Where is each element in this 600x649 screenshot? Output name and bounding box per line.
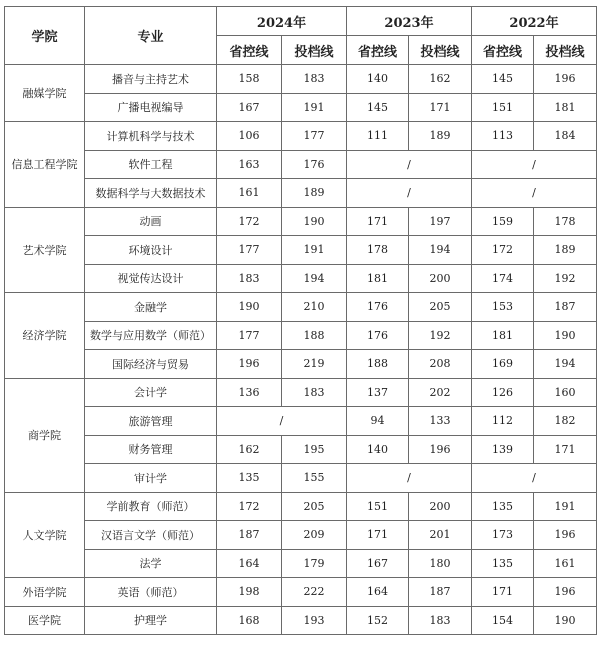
score-cell: 183 <box>217 264 282 293</box>
score-cell: 136 <box>217 378 282 407</box>
col-header-admission-line: 投档线 <box>409 36 472 65</box>
score-cell: 187 <box>409 578 472 607</box>
score-cell: 201 <box>409 521 472 550</box>
score-cell: 205 <box>282 492 347 521</box>
score-cell: 145 <box>472 65 534 94</box>
score-cell: 135 <box>217 464 282 493</box>
score-cell: 171 <box>347 207 409 236</box>
score-cell: 191 <box>282 236 347 265</box>
college-cell: 外语学院 <box>5 578 85 607</box>
score-cell: 183 <box>282 65 347 94</box>
score-cell: 135 <box>472 492 534 521</box>
score-cell: 133 <box>409 407 472 436</box>
score-cell: 200 <box>409 264 472 293</box>
col-header-provincial-line: 省控线 <box>217 36 282 65</box>
score-cell: 196 <box>534 65 597 94</box>
table-row <box>5 407 597 436</box>
score-cell: 151 <box>472 93 534 122</box>
score-cell: 163 <box>217 150 282 179</box>
col-header-major: 专业 <box>85 7 217 65</box>
score-cell: 183 <box>409 606 472 635</box>
table-row <box>5 464 597 493</box>
admission-score-table <box>4 6 597 635</box>
score-cell: 188 <box>282 321 347 350</box>
major-cell: 汉语言文学（师范） <box>85 521 217 550</box>
score-cell: 153 <box>472 293 534 322</box>
score-cell: 189 <box>409 122 472 151</box>
major-cell: 软件工程 <box>85 150 217 179</box>
score-cell: 184 <box>534 122 597 151</box>
score-cell: 162 <box>409 65 472 94</box>
score-cell: 208 <box>409 350 472 379</box>
table-row <box>5 549 597 578</box>
score-cell: 179 <box>282 549 347 578</box>
score-cell: 196 <box>534 578 597 607</box>
score-cell: 193 <box>282 606 347 635</box>
score-cell: 167 <box>347 549 409 578</box>
major-cell: 数学与应用数学（师范） <box>85 321 217 350</box>
score-cell: 171 <box>534 435 597 464</box>
score-cell: 194 <box>409 236 472 265</box>
score-cell: 209 <box>282 521 347 550</box>
score-cell: 182 <box>534 407 597 436</box>
score-cell: 195 <box>282 435 347 464</box>
score-cell: 151 <box>347 492 409 521</box>
col-header-college: 学院 <box>5 7 85 65</box>
college-cell: 艺术学院 <box>5 207 85 293</box>
major-cell: 计算机科学与技术 <box>85 122 217 151</box>
major-cell: 英语（师范） <box>85 578 217 607</box>
college-cell: 商学院 <box>5 378 85 492</box>
major-cell: 国际经济与贸易 <box>85 350 217 379</box>
score-cell: 172 <box>472 236 534 265</box>
major-cell: 学前教育（师范） <box>85 492 217 521</box>
score-cell: 222 <box>282 578 347 607</box>
col-header-year-2024: 2024年 <box>217 7 347 36</box>
major-cell: 审计学 <box>85 464 217 493</box>
score-cell: 181 <box>347 264 409 293</box>
score-cell: 173 <box>472 521 534 550</box>
score-cell: 94 <box>347 407 409 436</box>
score-cell: 219 <box>282 350 347 379</box>
score-cell: 191 <box>534 492 597 521</box>
score-cell: 171 <box>409 93 472 122</box>
score-cell: 190 <box>282 207 347 236</box>
score-cell: 172 <box>217 492 282 521</box>
table-row <box>5 93 597 122</box>
major-cell: 环境设计 <box>85 236 217 265</box>
col-header-provincial-line: 省控线 <box>472 36 534 65</box>
major-cell: 会计学 <box>85 378 217 407</box>
score-cell: 176 <box>347 293 409 322</box>
table-row <box>5 150 597 179</box>
score-cell: 189 <box>534 236 597 265</box>
col-header-admission-line: 投档线 <box>282 36 347 65</box>
table-row <box>5 236 597 265</box>
score-cell: 162 <box>217 435 282 464</box>
score-cell: 158 <box>217 65 282 94</box>
col-header-year-2023: 2023年 <box>347 7 472 36</box>
score-cell: 189 <box>282 179 347 208</box>
col-header-provincial-line: 省控线 <box>347 36 409 65</box>
score-cell: 152 <box>347 606 409 635</box>
no-data-cell: / <box>347 150 472 179</box>
score-cell: 161 <box>534 549 597 578</box>
college-cell: 医学院 <box>5 606 85 635</box>
score-cell: 164 <box>217 549 282 578</box>
major-cell: 旅游管理 <box>85 407 217 436</box>
score-cell: 190 <box>534 606 597 635</box>
score-cell: 187 <box>534 293 597 322</box>
major-cell: 法学 <box>85 549 217 578</box>
score-cell: 181 <box>534 93 597 122</box>
score-cell: 112 <box>472 407 534 436</box>
score-cell: 113 <box>472 122 534 151</box>
no-data-cell: / <box>472 150 597 179</box>
score-cell: 164 <box>347 578 409 607</box>
table-row <box>5 65 597 94</box>
major-cell: 数据科学与大数据技术 <box>85 179 217 208</box>
score-cell: 178 <box>347 236 409 265</box>
table-row <box>5 521 597 550</box>
major-cell: 广播电视编导 <box>85 93 217 122</box>
major-cell: 护理学 <box>85 606 217 635</box>
score-cell: 200 <box>409 492 472 521</box>
score-cell: 111 <box>347 122 409 151</box>
score-cell: 187 <box>217 521 282 550</box>
score-cell: 176 <box>282 150 347 179</box>
college-cell: 融媒学院 <box>5 65 85 122</box>
score-cell: 194 <box>534 350 597 379</box>
score-cell: 139 <box>472 435 534 464</box>
score-cell: 196 <box>409 435 472 464</box>
no-data-cell: / <box>472 464 597 493</box>
score-cell: 177 <box>282 122 347 151</box>
no-data-cell: / <box>347 179 472 208</box>
score-cell: 190 <box>534 321 597 350</box>
score-cell: 154 <box>472 606 534 635</box>
score-cell: 178 <box>534 207 597 236</box>
score-cell: 140 <box>347 65 409 94</box>
score-cell: 171 <box>472 578 534 607</box>
score-cell: 190 <box>217 293 282 322</box>
score-cell: 126 <box>472 378 534 407</box>
score-cell: 188 <box>347 350 409 379</box>
table-row <box>5 321 597 350</box>
score-cell: 172 <box>217 207 282 236</box>
college-cell: 信息工程学院 <box>5 122 85 208</box>
no-data-cell: / <box>472 179 597 208</box>
college-cell: 人文学院 <box>5 492 85 578</box>
table-row <box>5 578 597 607</box>
score-cell: 180 <box>409 549 472 578</box>
table-row <box>5 435 597 464</box>
score-cell: 181 <box>472 321 534 350</box>
score-cell: 192 <box>409 321 472 350</box>
table-row <box>5 207 597 236</box>
major-cell: 播音与主持艺术 <box>85 65 217 94</box>
score-cell: 198 <box>217 578 282 607</box>
score-cell: 177 <box>217 321 282 350</box>
table-row <box>5 378 597 407</box>
score-cell: 196 <box>534 521 597 550</box>
score-cell: 161 <box>217 179 282 208</box>
score-cell: 137 <box>347 378 409 407</box>
score-cell: 155 <box>282 464 347 493</box>
score-cell: 177 <box>217 236 282 265</box>
table-row <box>5 350 597 379</box>
score-cell: 210 <box>282 293 347 322</box>
no-data-cell: / <box>347 464 472 493</box>
table-row <box>5 122 597 151</box>
score-cell: 205 <box>409 293 472 322</box>
col-header-year-2022: 2022年 <box>472 7 597 36</box>
score-cell: 174 <box>472 264 534 293</box>
score-cell: 192 <box>534 264 597 293</box>
score-cell: 159 <box>472 207 534 236</box>
score-cell: 171 <box>347 521 409 550</box>
major-cell: 财务管理 <box>85 435 217 464</box>
score-cell: 169 <box>472 350 534 379</box>
score-cell: 197 <box>409 207 472 236</box>
major-cell: 动画 <box>85 207 217 236</box>
score-cell: 194 <box>282 264 347 293</box>
table-row <box>5 606 597 635</box>
score-cell: 202 <box>409 378 472 407</box>
col-header-admission-line: 投档线 <box>534 36 597 65</box>
score-cell: 191 <box>282 93 347 122</box>
table-row <box>5 492 597 521</box>
score-cell: 106 <box>217 122 282 151</box>
score-cell: 160 <box>534 378 597 407</box>
no-data-cell: / <box>217 407 347 436</box>
college-cell: 经济学院 <box>5 293 85 379</box>
score-cell: 145 <box>347 93 409 122</box>
score-cell: 135 <box>472 549 534 578</box>
score-cell: 176 <box>347 321 409 350</box>
table-row <box>5 179 597 208</box>
major-cell: 金融学 <box>85 293 217 322</box>
score-table-wrapper <box>4 6 596 635</box>
score-cell: 168 <box>217 606 282 635</box>
score-cell: 196 <box>217 350 282 379</box>
table-row <box>5 293 597 322</box>
score-cell: 140 <box>347 435 409 464</box>
major-cell: 视觉传达设计 <box>85 264 217 293</box>
table-row <box>5 264 597 293</box>
score-cell: 167 <box>217 93 282 122</box>
score-cell: 183 <box>282 378 347 407</box>
